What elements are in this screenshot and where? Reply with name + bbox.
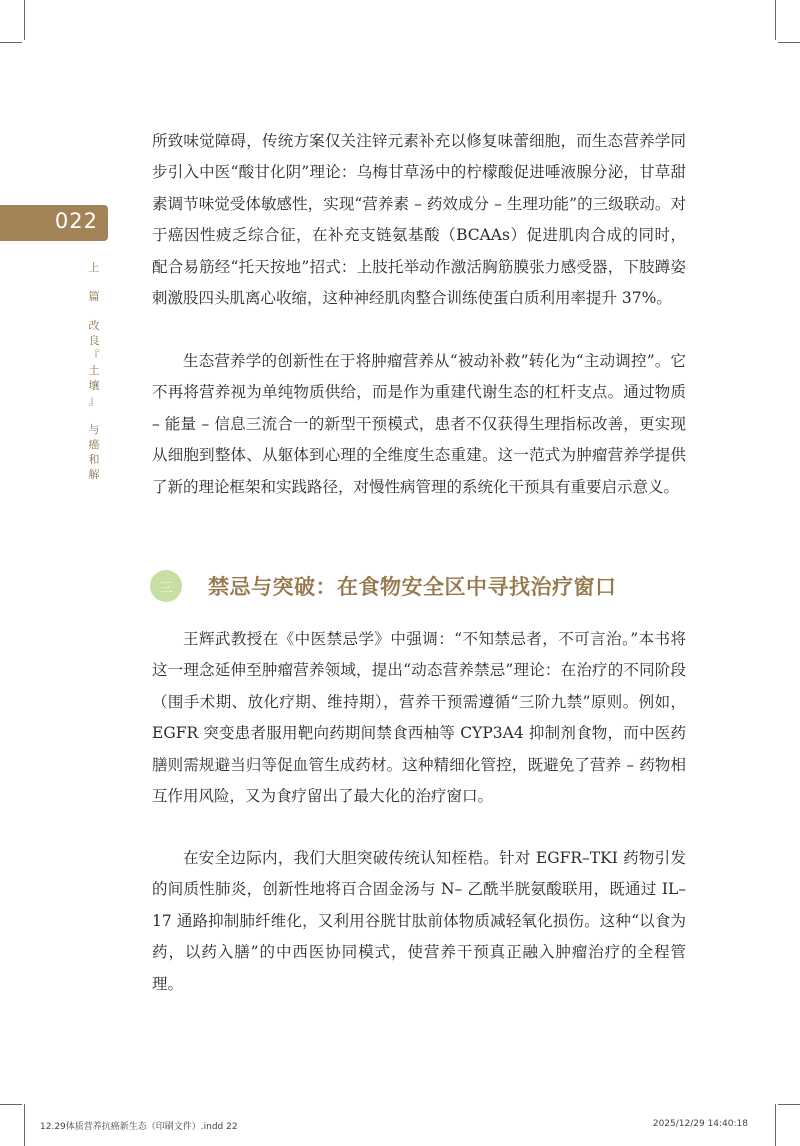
body-paragraph: 在安全边际内，我们大胆突破传统认知桎梏。针对 EGFR–TKI 药物引发的间质性肺炎，创新性地将百合固金汤与 N– 乙酰半胱氨酸联用，既通过 IL–17 通路抑制肺纤维化，又利用谷胱甘肽前体物质减轻氧化损伤。这种“以食为药，以药入膳”的中西医协同模式，使营养干预真正融入肿瘤治疗的全程管理。: [152, 849, 686, 993]
crop-mark: [778, 42, 800, 43]
running-head-char: 和: [88, 453, 100, 466]
crop-mark: [24, 1104, 25, 1146]
body-paragraph: 生态营养学的创新性在于将肿瘤营养从“被动补救”转化为“主动调控”。它不再将营养视为单纯物质供给，而是作为重建代谢生态的杠杆支点。通过物质 – 能量 – 信息三流合一的新型干预模式，患者不仅获得生理指标改善，更实现从细胞到整体、从躯体到心理的全维度生态重建。这一范式为肿瘤营养学提供了新的理论框架和实践路径，对慢性病管理的系统化干预具有重要启示意义。: [152, 352, 686, 496]
crop-mark: [778, 1104, 800, 1105]
running-head-char: 改: [88, 319, 100, 332]
running-head-char: 癌: [88, 438, 100, 451]
crop-mark: [775, 0, 776, 40]
section-number-badge: 三: [150, 570, 182, 602]
page-number: 022: [54, 209, 98, 233]
crop-mark: [0, 42, 22, 43]
running-head-char: 土: [88, 364, 100, 377]
crop-mark: [24, 0, 25, 40]
body-paragraph: 王辉武教授在《中医禁忌学》中强调：“不知禁忌者，不可言治。”本书将这一理念延伸至肿瘤营养领域，提出“动态营养禁忌”理论：在治疗的不同阶段（围手术期、放化疗期、维持期），营养干预需遵循“三阶九禁”原则。例如，EGFR 突变患者服用靶向药期间禁食西柚等 CYP3A4 抑制剂食物，而中医药膳则需规避当归等促血管生成药材。这种精细化管控，既避免了营养 – 药物相互作用风险，又为食疗留出了最大化的治疗窗口。: [152, 630, 686, 806]
body-paragraph: 所致味觉障碍，传统方案仅关注锌元素补充以修复味蕾细胞，而生态营养学同步引入中医“酸甘化阴”理论：乌梅甘草汤中的柠檬酸促进唾液腺分泌，甘草甜素调节味觉受体敏感性，实现“营养素 – 药效成分 – 生理功能”的三级联动。对于癌因性疲乏综合征，在补充支链氨基酸（BCAAs）促进肌肉合成的同时，配合易筋经“托天按地”招式：上肢托举动作激活胸筋膜张力感受器，下肢蹲姿刺激股四头肌离心收缩，这种神经肌肉整合训练使蛋白质利用率提升 37%。: [152, 132, 686, 308]
footer-timestamp: 2025/12/29 14:40:18: [652, 1119, 748, 1129]
running-head-char: 壤: [88, 379, 100, 392]
page-number-tab: [0, 205, 108, 241]
crop-mark: [0, 1104, 22, 1105]
crop-mark: [775, 1104, 776, 1146]
running-head-char: 上: [88, 261, 100, 274]
running-head-char: 篇: [88, 290, 100, 303]
running-head-char: 』: [88, 394, 100, 407]
side-running-head: [86, 260, 102, 482]
section-heading: [150, 566, 710, 606]
section-title: 禁忌与突破：在食物安全区中寻找治疗窗口: [208, 574, 617, 599]
footer-file-name: 12.29体质营养抗癌新生态（印刷文件）.indd 22: [40, 1122, 238, 1132]
running-head-char: 解: [88, 468, 100, 481]
running-head-char: 良: [88, 334, 100, 347]
running-head-char: 与: [88, 423, 100, 436]
running-head-char: 『: [88, 349, 100, 362]
